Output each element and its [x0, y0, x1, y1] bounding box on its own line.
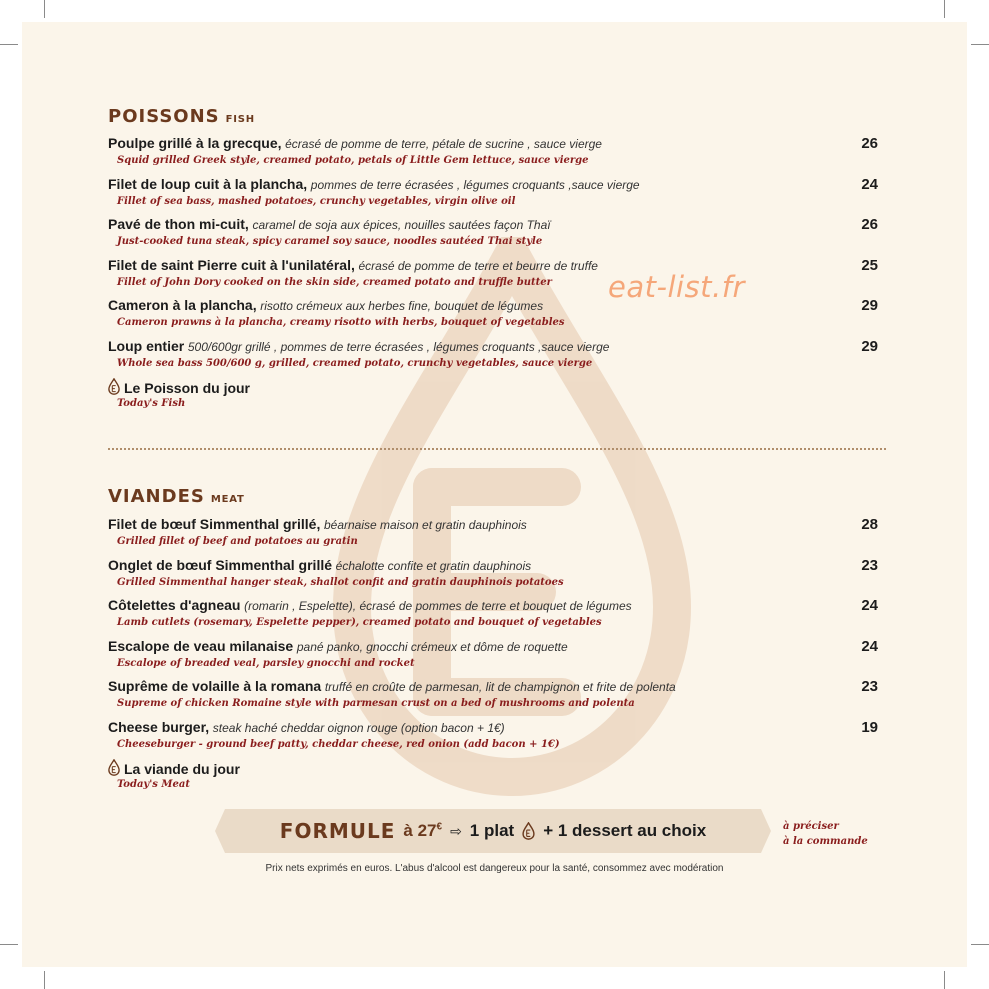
- dish-price: 24: [861, 597, 878, 614]
- menu-item: [108, 257, 878, 295]
- formule-banner: [215, 809, 771, 853]
- dish-translation: Squid grilled Greek style, creamed potato, petals of Little Gem lettuce, sauce vierge: [117, 155, 589, 166]
- dish-name: Côtelettes d'agneau: [108, 597, 241, 613]
- dish-price: 19: [861, 718, 878, 736]
- dish-translation: Grilled fillet of beef and potatoes au gratin: [117, 536, 358, 547]
- formule-label: FORMULE: [279, 819, 396, 843]
- dish-price: 26: [861, 216, 878, 233]
- dish-translation: Cameron prawns à la plancha, creamy risotto with herbs, bouquet of vegetables: [117, 317, 565, 328]
- dish-price: 25: [861, 256, 878, 274]
- menu-item: [108, 759, 878, 797]
- dish-name: Poulpe grillé à la grecque,: [108, 135, 282, 151]
- dish-translation: Today's Meat: [117, 779, 190, 790]
- dish-price: 23: [861, 678, 878, 695]
- dish-translation: Grilled Simmenthal hanger steak, shallot confit and gratin dauphinois potatoes: [117, 576, 564, 588]
- dish-translation: Lamb cutlets (rosemary, Espelette pepper), creamed potato and bouquet of vegetables: [117, 617, 602, 628]
- dish-name: Filet de loup cuit à la plancha,: [108, 175, 308, 192]
- section-title-fish: [108, 106, 255, 127]
- crop-mark: [944, 0, 945, 18]
- crop-mark: [44, 0, 45, 18]
- menu-item: [108, 597, 878, 635]
- dish-translation: Whole sea bass 500/600 g, grilled, creamed potato, crunchy vegetables, sauce vierge: [117, 357, 593, 369]
- dish-name: Filet de saint Pierre cuit à l'unilatéral,: [108, 256, 355, 273]
- footer-disclaimer: Prix nets exprimés en euros. L'abus d'alcool est dangereux pour la santé, consommez avec modération: [265, 863, 724, 874]
- drop-logo-icon: [108, 759, 120, 776]
- dish-name: Le Poisson du jour: [124, 380, 251, 396]
- section-title-text: POISSONS: [108, 106, 220, 127]
- menu-item-line: [108, 759, 240, 777]
- dish-description: écrasé de pomme de terre et beurre de truffe: [358, 258, 598, 273]
- menu-item-line: [108, 257, 598, 273]
- dish-description: (romarin , Espelette), écrasé de pommes de terre et bouquet de légumes: [244, 599, 632, 613]
- menu-item-line: [108, 638, 568, 654]
- formule-plat: 1 plat: [469, 821, 515, 840]
- dish-price: 29: [861, 337, 878, 355]
- menu-item-line: [108, 597, 632, 613]
- menu-item: [108, 176, 878, 214]
- menu-item-line: [108, 557, 531, 573]
- dish-description: pommes de terre écrasées , légumes croquants ,sauce vierge: [310, 177, 640, 192]
- dish-translation: Cheeseburger - ground beef patty, cheddar cheese, red onion (add bacon + 1€): [117, 738, 560, 750]
- menu-item: [108, 638, 878, 676]
- crop-mark: [971, 44, 989, 45]
- menu-item: [108, 378, 878, 416]
- dish-description: caramel de soja aux épices, nouilles sautées façon Thaï: [252, 218, 551, 232]
- dish-price: 24: [861, 175, 878, 193]
- drop-logo-icon: [522, 822, 535, 840]
- note-line: à préciser: [783, 821, 839, 832]
- menu-item-line: [108, 297, 543, 313]
- dish-translation: Fillet of sea bass, mashed potatoes, crunchy vegetables, virgin olive oil: [117, 195, 516, 207]
- watermark-text: eat-list.fr: [608, 270, 745, 304]
- menu-item: [108, 678, 878, 716]
- crop-mark: [0, 944, 18, 945]
- crop-mark: [44, 971, 45, 989]
- arrow-icon: ⇨: [450, 822, 462, 839]
- menu-page: [22, 22, 967, 967]
- note-line: à la commande: [783, 836, 868, 847]
- formule-dessert: + 1 dessert au choix: [543, 821, 707, 840]
- dish-translation: Escalope of breaded veal, parsley gnocchi and rocket: [117, 657, 415, 669]
- dish-price: 28: [861, 516, 878, 533]
- dish-description: écrasé de pomme de terre, pétale de sucrine , sauce vierge: [285, 137, 602, 151]
- menu-item-line: [108, 516, 527, 532]
- crop-mark: [944, 971, 945, 989]
- dish-name: Onglet de bœuf Simmenthal grillé: [108, 556, 333, 573]
- dish-name: Suprême de volaille à la romana: [108, 678, 322, 694]
- menu-item: [108, 135, 878, 173]
- dish-price: 26: [861, 135, 878, 152]
- menu-item-line: [108, 216, 551, 232]
- dish-translation: Supreme of chicken Romaine style with parmesan crust on a bed of mushrooms and polenta: [117, 698, 635, 709]
- dish-translation: Just-cooked tuna steak, spicy caramel soy sauce, noodles sautéed Thai style: [117, 236, 543, 247]
- dish-description: 500/600gr grillé , pommes de terre écrasées , légumes croquants ,sauce vierge: [187, 339, 610, 354]
- menu-item: [108, 297, 878, 335]
- section-title-meat: [108, 486, 245, 507]
- menu-item-line: [108, 678, 676, 694]
- section-subtitle: MEAT: [210, 494, 245, 505]
- dish-description: pané panko, gnocchi crémeux et dôme de roquette: [296, 639, 568, 654]
- menu-item-line: [108, 135, 602, 151]
- dish-name: Escalope de veau milanaise: [108, 637, 294, 654]
- menu-item: [108, 719, 878, 757]
- dish-description: steak haché cheddar oignon rouge (option bacon + 1€): [212, 720, 505, 735]
- order-note: [783, 819, 868, 849]
- menu-item-line: [108, 719, 505, 735]
- dish-description: échalotte confite et gratin dauphinois: [335, 558, 532, 573]
- menu-item: [108, 516, 878, 554]
- dotted-divider: [108, 448, 886, 450]
- section-subtitle: FISH: [225, 114, 255, 125]
- dish-description: béarnaise maison et gratin dauphinois: [323, 518, 527, 532]
- dish-name: Pavé de thon mi-cuit,: [108, 216, 249, 232]
- crop-mark: [0, 44, 18, 45]
- dish-name: La viande du jour: [124, 761, 240, 777]
- dish-name: Cheese burger,: [108, 718, 210, 735]
- section-title-text: VIANDES: [108, 486, 205, 507]
- menu-item-line: [108, 378, 250, 396]
- menu-item-line: [108, 176, 640, 192]
- dish-price: 29: [861, 297, 878, 314]
- dish-translation: Fillet of John Dory cooked on the skin side, creamed potato and truffle butter: [117, 276, 552, 288]
- dish-name: Filet de bœuf Simmenthal grillé,: [108, 516, 321, 532]
- crop-mark: [971, 944, 989, 945]
- dish-name: Loup entier: [108, 337, 185, 354]
- dish-translation: Today's Fish: [117, 398, 186, 409]
- dish-price: 23: [861, 556, 878, 574]
- formule-price: à 27€: [403, 821, 443, 840]
- dish-description: truffé en croûte de parmesan, lit de champignon et frite de polenta: [324, 680, 676, 694]
- dish-name: Cameron à la plancha,: [108, 297, 257, 313]
- dish-description: risotto crémeux aux herbes fine, bouquet de légumes: [260, 299, 544, 313]
- menu-item-line: [108, 338, 609, 354]
- dish-price: 24: [861, 637, 878, 655]
- menu-item: [108, 216, 878, 254]
- menu-item: [108, 338, 878, 376]
- drop-logo-icon: [108, 378, 120, 395]
- menu-item: [108, 557, 878, 595]
